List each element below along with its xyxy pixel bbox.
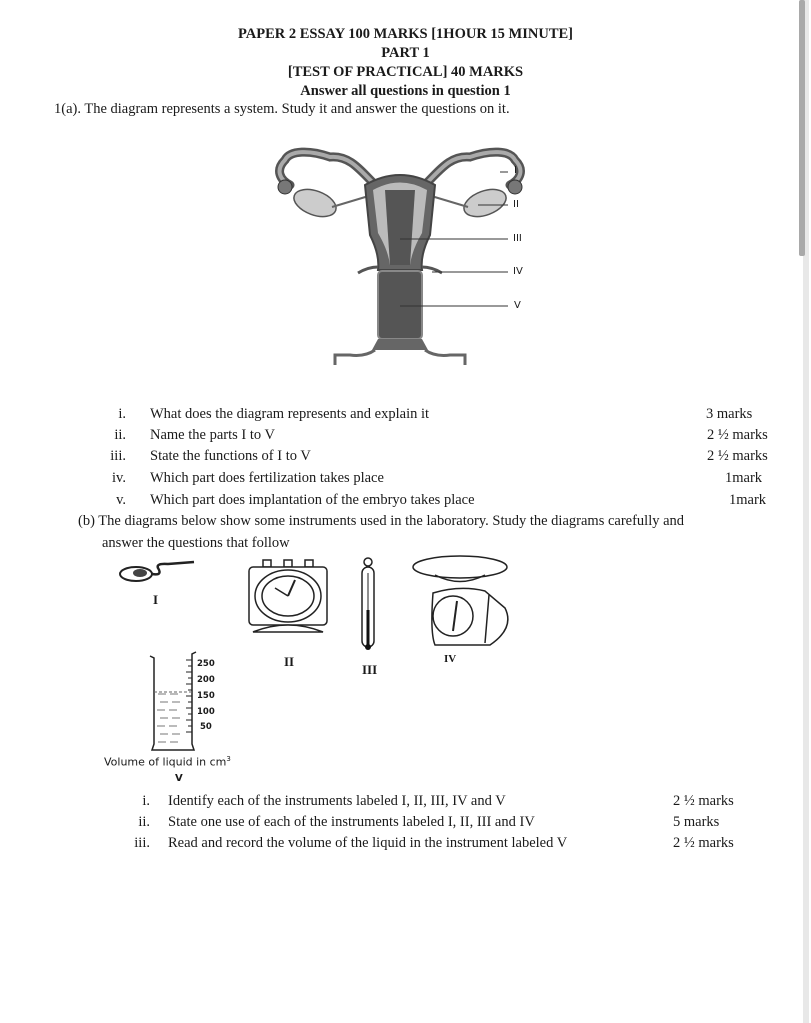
instrument-label-II: II	[284, 654, 295, 669]
question-number: iii.	[110, 448, 126, 464]
question-number: i.	[118, 406, 126, 422]
diagram-label-III: III	[513, 233, 522, 244]
question-number: v.	[116, 492, 126, 508]
question-text: What does the diagram represents and explain it	[150, 406, 430, 422]
question-1a-prompt: 1(a). The diagram represents a system. Study it and answer the questions on it.	[54, 101, 510, 117]
instrument-label-III: III	[362, 662, 378, 677]
question-marks: 1mark	[725, 470, 763, 486]
question-number: i.	[142, 793, 150, 809]
question-text: State the functions of I to V	[150, 448, 311, 464]
paper-title: PAPER 2 ESSAY 100 MARKS [1HOUR 15 MINUTE]	[238, 26, 573, 42]
diagram-label-IV: IV	[513, 266, 523, 277]
section-heading: [TEST OF PRACTICAL] 40 MARKS	[287, 64, 524, 80]
question-text: Which part does fertilization takes place	[150, 470, 384, 486]
diagram-label-I: I	[514, 165, 517, 176]
thermometer-drawing	[358, 555, 378, 655]
cylinder-scale-250: 250	[197, 659, 215, 669]
question-text: Identify each of the instruments labeled I, II, III, IV and V	[168, 793, 506, 809]
question-number: iii.	[134, 835, 150, 851]
question-text: Name the parts I to V	[150, 427, 275, 443]
instrument-label-IV: IV	[444, 653, 457, 665]
question-marks: 5 marks	[673, 814, 720, 830]
cylinder-caption-text: Volume of liquid in cm	[104, 755, 227, 769]
diagram-label-II: II	[513, 199, 519, 210]
diagram-label-V: V	[514, 300, 521, 311]
question-marks: 1mark	[729, 492, 767, 508]
question-marks: 2 ½ marks	[707, 427, 768, 443]
stopwatch-clock-drawing	[243, 558, 333, 638]
cylinder-caption	[104, 755, 231, 769]
cylinder-scale-150: 150	[197, 691, 215, 701]
question-marks: 2 ½ marks	[707, 448, 768, 464]
question-marks: 2 ½ marks	[673, 835, 734, 851]
question-marks: 3 marks	[706, 406, 753, 422]
question-1b-prompt: (b) The diagrams below show some instruments used in the laboratory. Study the diagrams carefully and	[78, 513, 685, 529]
hand-lens-drawing	[118, 560, 198, 585]
cylinder-scale-100: 100	[197, 707, 215, 717]
question-text: State one use of each of the instruments labeled I, II, III and IV	[168, 814, 535, 830]
reproductive-system-diagram	[260, 145, 540, 375]
instruction: Answer all questions in question 1	[300, 83, 511, 99]
measuring-cylinder-drawing	[148, 652, 198, 754]
weighing-scale-drawing	[405, 553, 515, 653]
cylinder-scale-50: 50	[200, 722, 212, 732]
cylinder-scale-200: 200	[197, 675, 215, 685]
question-text: Read and record the volume of the liquid in the instrument labeled V	[168, 835, 568, 851]
part-heading: PART 1	[381, 45, 430, 61]
instrument-label-I: I	[153, 592, 159, 607]
question-number: iv.	[112, 470, 126, 486]
question-number: ii.	[138, 814, 150, 830]
question-1b-prompt-cont: answer the questions that follow	[102, 535, 290, 551]
question-marks: 2 ½ marks	[673, 793, 734, 809]
cylinder-caption-superscript: 3	[226, 755, 231, 763]
instrument-label-V: V	[175, 773, 183, 784]
question-text: Which part does implantation of the embryo takes place	[150, 492, 475, 508]
question-number: ii.	[114, 427, 126, 443]
